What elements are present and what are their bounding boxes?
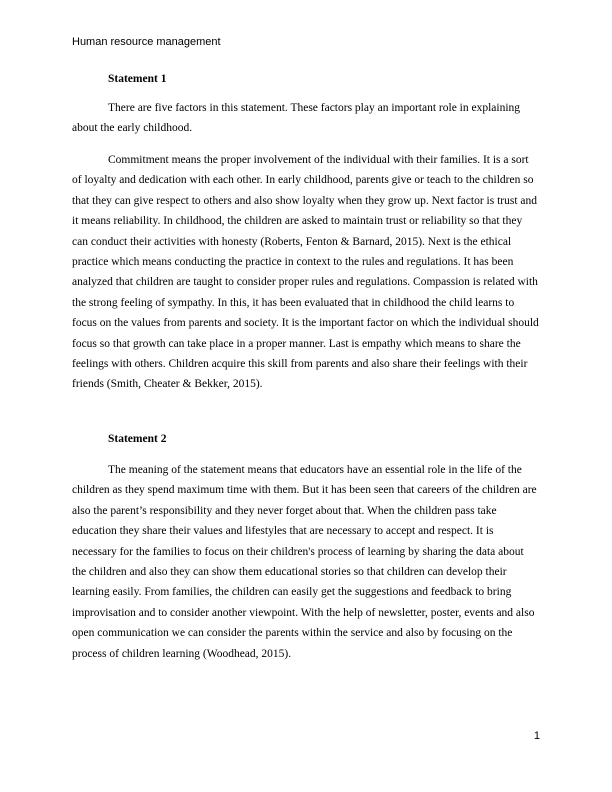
page-number: 1 — [533, 730, 540, 742]
statement-1-body-paragraph — [72, 150, 540, 395]
statement-2-body-paragraph — [72, 460, 540, 664]
statement-1-intro-paragraph — [72, 98, 540, 139]
running-header: Human resource management — [72, 36, 221, 48]
statement-2-heading: Statement 2 — [108, 433, 167, 445]
paragraph-text: There are five factors in this statement. These factors play an important role in explaining about the early childhood. — [72, 102, 521, 135]
paragraph-text: The meaning of the statement means that educators have an essential role in the life of the children as they spend maximum time with them. But it has been seen that careers of the children are also the parent’s responsibility and they never forget about that. When the children pass take education they share their values and lifestyles that are necessary to accept and respect. It is necessary for the families to focus on their children's process of learning by sharing the data about the children and also they can show them educational stories so that children can develop their learning easily. From families, the children can easily get the suggestions and feedback to bring improvisation and to consider another viewpoint. With the help of newsletter, poster, events and also open communication we can consider the parents within the service and also by focusing on the process of children learning (Woodhead, 2015). — [72, 464, 537, 660]
paragraph-text: Commitment means the proper involvement of the individual with their families. It is a sort of loyalty and dedication with each other. In early childhood, parents give or teach to the children so that they can give respect to others and also show loyalty when they grow up. Next factor is trust and it means reliability. In childhood, the children are asked to maintain trust or reliability so that they can conduct their activities with honesty (Roberts, Fenton & Barnard, 2015). Next is the ethical practice which means conducting the practice in context to the rules and regulations. It has been analyzed that children are taught to consider proper rules and regulations. Compassion is related with the strong feeling of sympathy. In this, it has been evaluated that in childhood the child learns to focus on the values from parents and society. It is the important factor on which the individual should focus so that growth can take place in a proper manner. Last is empathy which means to share the feelings with others. Children acquire this skill from parents and also share their feelings with their friends (Smith, Cheater & Bekker, 2015). — [72, 154, 539, 391]
statement-1-heading: Statement 1 — [108, 73, 167, 85]
